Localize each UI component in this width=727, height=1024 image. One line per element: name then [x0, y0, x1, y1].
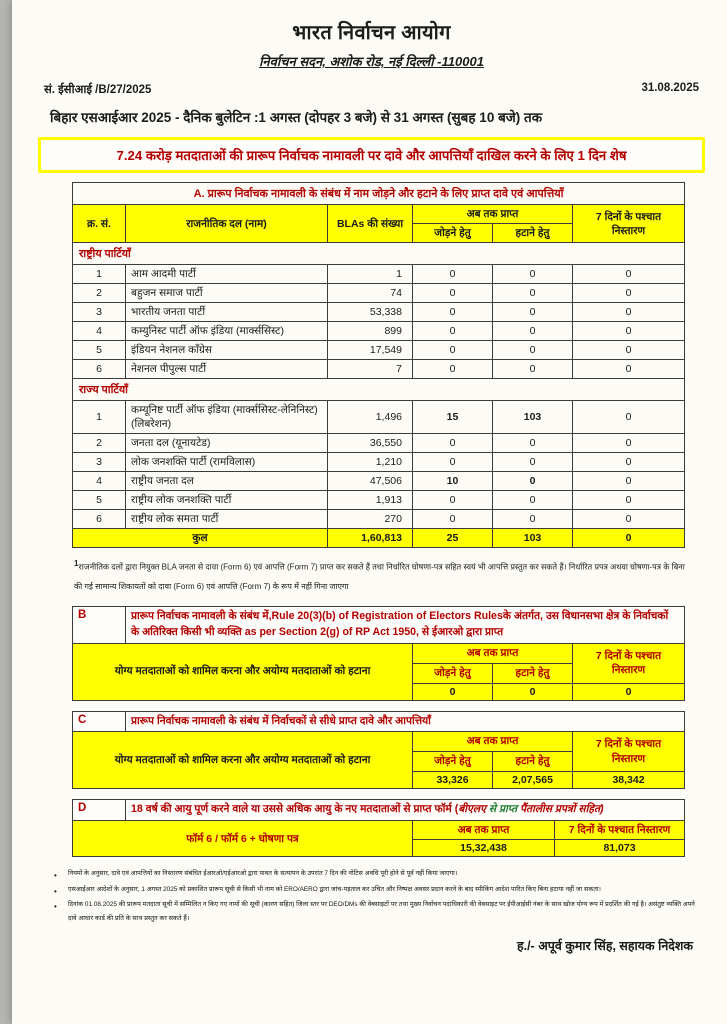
- section-d-heading-main: 18 वर्ष की आयु पूर्ण करने वाले या उससे अधिक आयु के नए मतदाताओं से प्राप्त फॉर्म (: [131, 802, 459, 815]
- table-row: [73, 472, 685, 491]
- state-parties-label: राज्य पार्टियाँ: [73, 379, 685, 401]
- cell-add: 10: [413, 472, 493, 491]
- cell-add: 0: [413, 303, 493, 322]
- cell-blas: 47,506: [328, 472, 413, 491]
- table-a-caption-row: [73, 183, 685, 205]
- section-b-header-row: [73, 607, 685, 644]
- cell-party: राष्ट्रीय लोक समता पार्टी: [126, 510, 328, 529]
- section-c-col-add: जोड़ने हेतु: [413, 752, 493, 772]
- cell-blas: 17,549: [328, 341, 413, 360]
- cell-sno: 5: [73, 341, 126, 360]
- cell-disposal: 0: [573, 341, 685, 360]
- table-row: [73, 453, 685, 472]
- section-d-header-row: [73, 799, 685, 820]
- cell-remove: 0: [493, 491, 573, 510]
- section-d-heading-blae: बीएलए: [458, 802, 486, 815]
- cell-party: जनता दल (यूनायटेड): [126, 434, 328, 453]
- cell-add: 0: [413, 265, 493, 284]
- section-c-label: C: [73, 711, 126, 732]
- cell-blas: 1,913: [328, 491, 413, 510]
- cell-disposal: 0: [573, 265, 685, 284]
- cell-add: 0: [413, 453, 493, 472]
- total-remove: 103: [493, 529, 573, 548]
- cell-blas: 270: [328, 510, 413, 529]
- footnote-marker: 1: [74, 559, 79, 569]
- cell-remove: 103: [493, 401, 573, 434]
- cell-disposal: 0: [573, 472, 685, 491]
- cell-blas: 74: [328, 284, 413, 303]
- cell-remove: 0: [493, 284, 573, 303]
- section-b-remove-value: 0: [493, 683, 573, 700]
- table-row: [73, 265, 685, 284]
- bulletin-document: [12, 0, 727, 1024]
- table-row: [73, 303, 685, 322]
- cell-party: कम्यूनिष्ट पार्टी ऑफ इंडिया (मार्क्ससिस्ट-लेनिनिस्ट) (लिबरेशन): [126, 401, 328, 434]
- section-c-col-remove: हटाने हेतु: [493, 752, 573, 772]
- section-c-col-disposal: 7 दिनों के पश्चात निस्तारण: [573, 732, 685, 771]
- cell-add: 0: [413, 360, 493, 379]
- section-b-heading: प्रारूप निर्वाचक नामावली के संबंध में,Rule 20(3)(b) of Registration of Electors Rulesके अंतर्गत, उस विधानसभा क्षेत्र के निर्वाचकों के अतिरिक्त किसी भी व्यक्ति as per Section 2(g) of RP Act 1950, से ईआरओ द्वारा प्राप्त: [126, 607, 685, 644]
- cell-blas: 36,550: [328, 434, 413, 453]
- state-parties-section-row: [73, 379, 685, 401]
- section-b-label: B: [73, 607, 126, 644]
- cell-remove: 0: [493, 303, 573, 322]
- col-header-received: अब तक प्राप्त: [413, 205, 573, 224]
- section-b-row-label: योग्य मतदाताओं को शामिल करना और अयोग्य मतदाताओं को हटाना: [73, 644, 413, 700]
- cell-disposal: 0: [573, 360, 685, 379]
- section-d-disposal-value: 81,073: [555, 840, 685, 857]
- section-b-disposal-value: 0: [573, 683, 685, 700]
- org-title: भारत निर्वाचन आयोग: [292, 22, 451, 44]
- total-label: कुल: [73, 529, 328, 548]
- cell-party: लोक जनशक्ति पार्टी (रामविलास): [126, 453, 328, 472]
- table-a: [72, 182, 685, 548]
- bulletin-title: बिहार एसआईआर 2025 - दैनिक बुलेटिन :1 अगस्त (दोपहर 3 बजे) से 31 अगस्त (सुबह 10 बजे) तक: [50, 110, 543, 125]
- cell-disposal: 0: [573, 322, 685, 341]
- cell-disposal: 0: [573, 510, 685, 529]
- footnote: [74, 554, 692, 596]
- ref-number: सं. ईसीआई /B/27/2025: [44, 84, 152, 96]
- cell-party: भारतीय जनता पार्टी: [126, 303, 328, 322]
- cell-sno: 6: [73, 360, 126, 379]
- col-header-party: राजनीतिक दल (नाम): [126, 205, 328, 243]
- section-d-table: [72, 799, 685, 858]
- notes-list: [52, 867, 700, 925]
- section-c-row-label: योग्य मतदाताओं को शामिल करना और अयोग्य मतदाताओं को हटाना: [73, 732, 413, 788]
- section-d-received-value: 15,32,438: [413, 840, 555, 857]
- col-header-remove: हटाने हेतु: [493, 224, 573, 243]
- cell-add: 0: [413, 491, 493, 510]
- cell-party: राष्ट्रीय लोक जनशक्ति पार्टी: [126, 491, 328, 510]
- section-d-col-received: अब तक प्राप्त: [413, 820, 555, 840]
- table-row: [73, 434, 685, 453]
- section-c-add-value: 33,326: [413, 771, 493, 788]
- cell-remove: 0: [493, 265, 573, 284]
- photo-edge: [0, 0, 12, 1024]
- table-row: [73, 510, 685, 529]
- cell-remove: 0: [493, 341, 573, 360]
- note-item: • एसआईआर आदेशों के अनुसार, 1 अगस्त 2025 को प्रकाशित प्रारूप सूची से किसी भी नाम को ERO/AERO द्वारा जांच-पड़ताल कर उचित और निष्पक्ष अवसर प्रदान करने के बाद स्पीकिंग आदेश पारित किए बिना हटाया नहीं जा सकता।: [52, 883, 700, 896]
- col-header-disposal: 7 दिनों के पश्चात निस्तारण: [573, 205, 685, 243]
- cell-remove: 0: [493, 472, 573, 491]
- section-d-heading-rest: पैंतालीस प्रपत्रों सहित): [520, 802, 604, 815]
- cell-add: 0: [413, 284, 493, 303]
- col-header-add: जोड़ने हेतु: [413, 224, 493, 243]
- cell-sno: 2: [73, 284, 126, 303]
- cell-remove: 0: [493, 510, 573, 529]
- section-c-remove-value: 2,07,565: [493, 771, 573, 788]
- cell-disposal: 0: [573, 491, 685, 510]
- section-b-col-remove: हटाने हेतु: [493, 663, 573, 683]
- cell-sno: 3: [73, 303, 126, 322]
- section-b-col-disposal: 7 दिनों के पश्चात निस्तारण: [573, 644, 685, 683]
- signature-line: ह./- अपूर्व कुमार सिंह, सहायक निदेशक: [516, 939, 693, 954]
- cell-blas: 1,210: [328, 453, 413, 472]
- section-c-heading: प्रारूप निर्वाचक नामावली के संबंध में निर्वाचकों से सीधे प्राप्त दावे और आपत्तियाँ: [126, 711, 685, 732]
- cell-add: 0: [413, 322, 493, 341]
- table-a-title: A. प्रारूप निर्वाचक नामावली के संबंध में नाम जोड़ने और हटाने के लिए प्राप्त दावे एवं आपत्तियाँ: [73, 183, 685, 205]
- section-c-subheader-row: [73, 732, 685, 752]
- doc-date: 31.08.2025: [641, 82, 699, 94]
- note-item: • दिनांक 01.08.2025 की प्रारूप मतदाता सूची में सम्मिलित न किए गए नामों की सूची (कारण सहित) जिला स्तर पर DEO/DMs की वेबसाइटों पर तथा मुख्य निर्वाचन पदाधिकारी की वेबसाइट पर ईपीआईसी नंबर के साथ खोज योग्य रूप में प्रदर्शित की गई है। असंतुष्ट व्यक्ति अपने दावे आधार कार्ड की प्रति के साथ प्रस्तुत कर सकते हैं।: [52, 898, 700, 925]
- cell-blas: 53,338: [328, 303, 413, 322]
- cell-add: 0: [413, 510, 493, 529]
- col-header-blas: BLAs की संख्या: [328, 205, 413, 243]
- highlight-banner: 7.24 करोड़ मतदाताओं की प्रारूप निर्वाचक नामावली पर दावे और आपत्तियाँ दाखिल करने के लिए 1 दिन शेष: [38, 137, 705, 173]
- table-row: [73, 401, 685, 434]
- section-d-heading: [126, 799, 685, 820]
- section-b-table: [72, 606, 685, 700]
- cell-party: राष्ट्रीय जनता दल: [126, 472, 328, 491]
- cell-disposal: 0: [573, 434, 685, 453]
- cell-sno: 4: [73, 472, 126, 491]
- section-b-col-received: अब तक प्राप्त: [413, 644, 573, 664]
- cell-remove: 0: [493, 360, 573, 379]
- section-c-header-row: [73, 711, 685, 732]
- cell-blas: 899: [328, 322, 413, 341]
- section-b-subheader-row: [73, 644, 685, 664]
- cell-disposal: 0: [573, 303, 685, 322]
- cell-disposal: 0: [573, 284, 685, 303]
- cell-sno: 1: [73, 265, 126, 284]
- total-row: [73, 529, 685, 548]
- total-disposal: 0: [573, 529, 685, 548]
- cell-party: बहुजन समाज पार्टी: [126, 284, 328, 303]
- section-d-heading-green: से प्राप्त: [485, 802, 521, 815]
- cell-sno: 6: [73, 510, 126, 529]
- cell-sno: 1: [73, 401, 126, 434]
- table-row: [73, 322, 685, 341]
- footnote-text: राजनीतिक दलों द्वारा नियुक्त BLA जनता से दावा (Form 6) एवं आपत्ति (Form 7) प्राप्त कर सकते हैं तथा निर्धारित घोषणा-पत्र सहित स्वयं भी आपत्ति प्रस्तुत कर सकते हैं। निर्धारित प्रपत्र अथवा घोषणा-पत्र के बिना की गई सामान्य शिकायतों को दावा (Form 6) एवं आपत्ति (Form 7) के रूप में नहीं गिना जाएगा: [74, 563, 685, 592]
- total-add: 25: [413, 529, 493, 548]
- cell-remove: 0: [493, 434, 573, 453]
- table-row: [73, 491, 685, 510]
- table-row: [73, 284, 685, 303]
- col-header-sno: क्र. सं.: [73, 205, 126, 243]
- cell-party: नेशनल पीपुल्स पार्टी: [126, 360, 328, 379]
- cell-party: कम्युनिस्ट पार्टी ऑफ इंडिया (मार्क्ससिस्ट): [126, 322, 328, 341]
- cell-add: 0: [413, 341, 493, 360]
- national-parties-label: राष्ट्रीय पार्टियाँ: [73, 243, 685, 265]
- table-row: [73, 341, 685, 360]
- cell-party: इंडियन नेशनल काँग्रेस: [126, 341, 328, 360]
- table-a-header-row: [73, 205, 685, 224]
- total-blas: 1,60,813: [328, 529, 413, 548]
- section-b-col-add: जोड़ने हेतु: [413, 663, 493, 683]
- section-d-label: D: [73, 799, 126, 820]
- cell-sno: 5: [73, 491, 126, 510]
- section-d-col-disposal: 7 दिनों के पश्चात निस्तारण: [555, 820, 685, 840]
- section-d-subheader-row: [73, 820, 685, 840]
- cell-sno: 2: [73, 434, 126, 453]
- cell-party: आम आदमी पार्टी: [126, 265, 328, 284]
- cell-remove: 0: [493, 453, 573, 472]
- section-b-add-value: 0: [413, 683, 493, 700]
- cell-add: 15: [413, 401, 493, 434]
- reference-row: [44, 82, 699, 97]
- cell-add: 0: [413, 434, 493, 453]
- section-d-row-label: फॉर्म 6 / फॉर्म 6 + घोषणा पत्र: [73, 820, 413, 857]
- national-parties-section-row: [73, 243, 685, 265]
- section-c-disposal-value: 38,342: [573, 771, 685, 788]
- cell-sno: 3: [73, 453, 126, 472]
- cell-sno: 4: [73, 322, 126, 341]
- cell-blas: 1,496: [328, 401, 413, 434]
- table-row: [73, 360, 685, 379]
- org-address: निर्वाचन सदन, अशोक रोड, नई दिल्ली -110001: [259, 54, 484, 69]
- cell-disposal: 0: [573, 401, 685, 434]
- cell-blas: 7: [328, 360, 413, 379]
- cell-remove: 0: [493, 322, 573, 341]
- section-c-col-received: अब तक प्राप्त: [413, 732, 573, 752]
- note-item: • नियमों के अनुसार, दावे एवं आपत्तियों का निस्तारण संबंधित ईआरओ/एईआरओ द्वारा पावत के सत्यापन के उपरांत 7 दिन की नोटिस अवधि पूरी होने से पूर्व नहीं किया जाएगा।: [52, 867, 700, 880]
- cell-blas: 1: [328, 265, 413, 284]
- cell-disposal: 0: [573, 453, 685, 472]
- section-c-table: [72, 711, 685, 789]
